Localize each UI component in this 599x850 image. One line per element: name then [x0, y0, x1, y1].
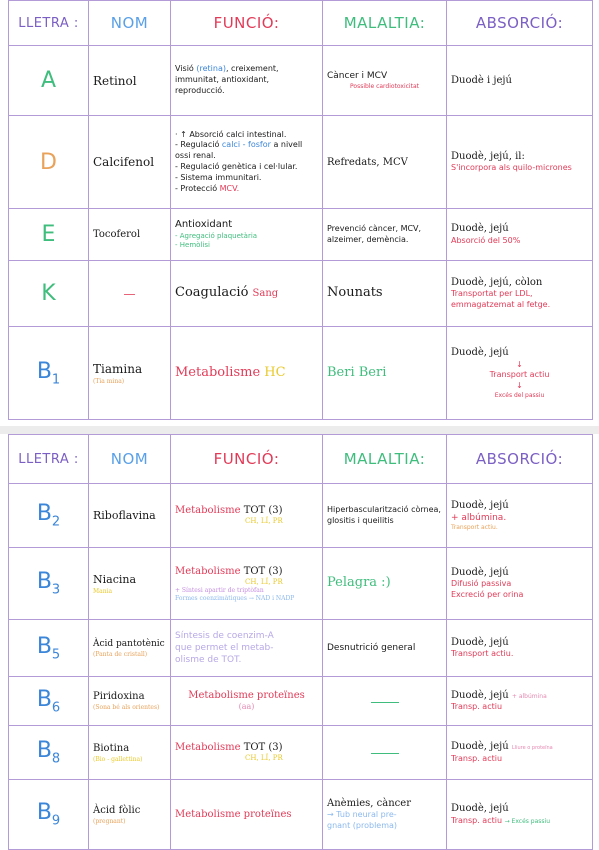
func-text: Coagulació: [175, 285, 249, 301]
header-row: [9, 1, 593, 46]
absorption-text: Duodè, jejú: [451, 223, 509, 235]
func-text: olisme de TOT.: [175, 655, 242, 666]
row-vitamin-b8: [9, 726, 593, 780]
vitamin-name: Tiamina (Tia mina): [89, 327, 171, 420]
absorption-note: Transport actiu: [489, 370, 550, 380]
vitamin-name: Àcid fòlic (pregnant): [89, 780, 171, 850]
func-text: · ↑ Absorció calci intestinal.: [175, 129, 287, 139]
vitamin-letter: D: [9, 116, 89, 209]
func-note: + Síntesi apartir de triptòfan: [175, 586, 264, 594]
vitamin-name: Niacina Mania: [89, 548, 171, 620]
vitamin-letter: $B_9$: [9, 780, 89, 850]
function-cell: [171, 327, 323, 420]
absorption-cell: [447, 780, 593, 850]
absorption-text: Duodè i jejú: [451, 75, 512, 86]
absorption-text: Duodè, jejú: [451, 566, 509, 578]
disease-cell: [323, 780, 447, 850]
func-text: TOT (3): [243, 742, 283, 754]
absorption-text: Duodè, jejú: [451, 499, 509, 511]
disease-cell: Pelagra :): [323, 548, 447, 620]
row-vitamin-b5: [9, 620, 593, 677]
absorption-cell: [447, 677, 593, 726]
row-vitamin-k: [9, 261, 593, 327]
row-vitamin-b1: [9, 327, 593, 420]
absorption-note: Transp. actiu: [451, 815, 503, 825]
name-note: (pregnant): [93, 817, 126, 825]
disease-text: Anèmies, càncer: [327, 797, 411, 809]
disease-note: → Tub neural pre-: [327, 810, 397, 820]
absorption-cell: [447, 548, 593, 620]
func-text: TOT (3): [243, 505, 283, 517]
disease-cell: Desnutrició general: [323, 620, 447, 677]
absorption-side-note: → Excés passiu: [504, 817, 550, 825]
row-vitamin-d: [9, 116, 593, 209]
absorption-cell: [447, 46, 593, 116]
absorption-note: S'incorpora als quilo-micrones: [451, 163, 572, 173]
absorption-note: Transp. actiu: [451, 702, 503, 712]
header-name: NOM: [89, 435, 171, 484]
vitamin-name: Retinol: [89, 46, 171, 116]
func-note: (aa): [238, 702, 255, 712]
absorption-text: Duodè, jejú: [451, 347, 509, 358]
vitamins-table-2: [8, 434, 593, 850]
vitamin-letter: $B_3$: [9, 548, 89, 620]
func-text: Metabolisme proteïnes: [188, 690, 305, 702]
func-highlight: MCV.: [219, 183, 240, 193]
function-cell: [171, 261, 323, 327]
vitamin-letter: A: [9, 46, 89, 116]
function-cell: [171, 209, 323, 261]
func-text: TOT (3): [243, 565, 283, 577]
name-note: (Bio - gallettina): [93, 755, 143, 763]
disease-note: Possible cardiotoxicitat: [350, 82, 419, 90]
function-cell: [171, 46, 323, 116]
name-note: (Sona bé als orientes): [93, 704, 160, 711]
disease-text: Refredats, MCV: [327, 156, 408, 168]
absorption-note: Difusió passiva: [451, 579, 512, 589]
func-text: immunitat, antioxidant,: [175, 75, 270, 85]
vitamin-letter: $B_1$: [9, 327, 89, 420]
vitamin-name: Tocoferol: [89, 209, 171, 261]
func-text: a nivell: [273, 140, 303, 150]
name-note: (Panta de cristall): [93, 650, 148, 658]
absorption-text: Duodè, jejú Lliure o proteïna: [451, 741, 553, 753]
func-text: - Protecció: [175, 183, 218, 193]
function-cell: [171, 726, 323, 780]
page-separator: [0, 426, 599, 434]
absorption-cell: [447, 116, 593, 209]
header-function: FUNCIÓ:: [171, 435, 323, 484]
row-vitamin-b6: [9, 677, 593, 726]
func-text: ossi renal.: [175, 151, 216, 161]
func-text: reproducció.: [175, 85, 225, 95]
func-text: Visió: [175, 64, 194, 74]
header-letter: LLETRA :: [9, 1, 89, 46]
disease-cell: Prevenció càncer, MCV, alzeimer, demència.: [323, 209, 447, 261]
func-text: Metabolisme: [175, 742, 241, 754]
func-note: Formes coenzimàtiques → NAD i NADP: [175, 594, 295, 602]
dash-line: [371, 753, 399, 754]
row-vitamin-e: [9, 209, 593, 261]
row-vitamin-b2: [9, 484, 593, 548]
vitamin-name: Riboflavina: [89, 484, 171, 548]
row-vitamin-a: [9, 46, 593, 116]
function-cell: [171, 548, 323, 620]
disease-cell: Beri Beri: [323, 327, 447, 420]
vitamin-name: Biotina (Bio - gallettina): [89, 726, 171, 780]
vitamin-name: Piridoxina (Sona bé als orientes): [89, 677, 171, 726]
header-letter: LLETRA :: [9, 435, 89, 484]
func-text: , creixement,: [225, 64, 279, 74]
func-highlight: HC: [264, 364, 286, 380]
header-absorption: ABSORCIÓ:: [447, 1, 593, 46]
absorption-note: Transp. actiu: [451, 753, 503, 763]
vitamin-name: —: [89, 261, 171, 327]
disease-cell: [323, 677, 447, 726]
dash-line: [371, 702, 399, 703]
func-text: Antioxidant: [175, 219, 233, 231]
vitamin-letter: E: [9, 209, 89, 261]
func-text: - Regulació: [175, 140, 220, 150]
func-note: CH, LÍ, PR: [245, 754, 283, 763]
disease-cell: [323, 726, 447, 780]
function-cell: [171, 620, 323, 677]
func-highlight: Sang: [252, 288, 279, 300]
disease-note: gnant (problema): [327, 821, 398, 831]
func-highlight: calci - fosfor: [221, 140, 271, 150]
vitamin-name: Àcid pantotènic (Panta de cristall): [89, 620, 171, 677]
absorption-note: Absorció del 50%: [451, 235, 521, 245]
function-cell: [171, 677, 323, 726]
function-cell: [171, 116, 323, 209]
header-disease: MALALTIA:: [323, 435, 447, 484]
vitamin-letter: $B_5$: [9, 620, 89, 677]
absorption-text: Duodè, jejú + albúmina: [451, 689, 547, 701]
absorption-cell: Duodè, jejú ↓ Transport actiu ↓ Excés del passiu: [447, 327, 593, 420]
row-vitamin-b3: [9, 548, 593, 620]
vitamin-letter: $B_8$: [9, 726, 89, 780]
header-disease: MALALTIA:: [323, 1, 447, 46]
func-text: - Sistema immunitari.: [175, 172, 262, 182]
absorption-cell: [447, 261, 593, 327]
func-highlight: (retina): [196, 64, 226, 74]
absorption-text: Duodè, jejú, il:: [451, 150, 525, 162]
vitamin-letter: K: [9, 261, 89, 327]
vitamin-letter: $B_2$: [9, 484, 89, 548]
disease-cell: [323, 116, 447, 209]
header-name: NOM: [89, 1, 171, 46]
absorption-note: Excés del passiu: [494, 391, 545, 399]
function-cell: [171, 484, 323, 548]
absorption-cell: [447, 209, 593, 261]
absorption-note: Transport actiu.: [451, 649, 514, 659]
absorption-note: + albúmina.: [451, 513, 507, 524]
func-note: - Agregació plaquetària: [175, 231, 258, 240]
func-text: Metabolisme: [175, 565, 241, 577]
vitamin-letter: $B_6$: [9, 677, 89, 726]
header-function: FUNCIÓ:: [171, 1, 323, 46]
name-note: (Tia mina): [93, 377, 125, 385]
func-text: Síntesis de coenzim-A: [175, 630, 274, 641]
row-vitamin-b9: [9, 780, 593, 850]
func-text: Metabolisme: [175, 505, 241, 517]
absorption-cell: [447, 726, 593, 780]
name-note: Mania: [93, 587, 113, 595]
func-text: Metabolisme: [175, 364, 261, 380]
absorption-note: Transportat per LDL, emmagatzemat al fetge.: [451, 289, 551, 310]
vitamins-table-1: [8, 0, 593, 420]
header-row: [9, 435, 593, 484]
func-text: que permet el metab-: [175, 642, 274, 653]
func-text: - Regulació genètica i cel·lular.: [175, 162, 298, 171]
vitamin-name: Calcifenol: [89, 116, 171, 209]
absorption-note: Excreció per orina: [451, 590, 524, 600]
function-cell: Metabolisme proteïnes: [171, 780, 323, 850]
absorption-text: Duodè, jejú: [451, 803, 509, 815]
disease-text: Càncer i MCV: [327, 71, 388, 82]
disease-cell: Nounats: [323, 261, 447, 327]
disease-cell: [323, 46, 447, 116]
header-absorption: ABSORCIÓ:: [447, 435, 593, 484]
func-note: CH, LÍ, PR: [245, 577, 283, 586]
absorption-text: Duodè, jejú: [451, 636, 509, 648]
absorption-cell: [447, 620, 593, 677]
absorption-text: Duodè, jejú, còlon: [451, 276, 543, 288]
absorption-cell: [447, 484, 593, 548]
func-note: - Hemòlisi: [175, 241, 210, 250]
func-note: CH, LÍ, PR: [245, 517, 283, 526]
disease-cell: Hiperbascularització còrnea, glositis i queilitis: [323, 484, 447, 548]
absorption-note: Transport actiu.: [451, 524, 498, 532]
